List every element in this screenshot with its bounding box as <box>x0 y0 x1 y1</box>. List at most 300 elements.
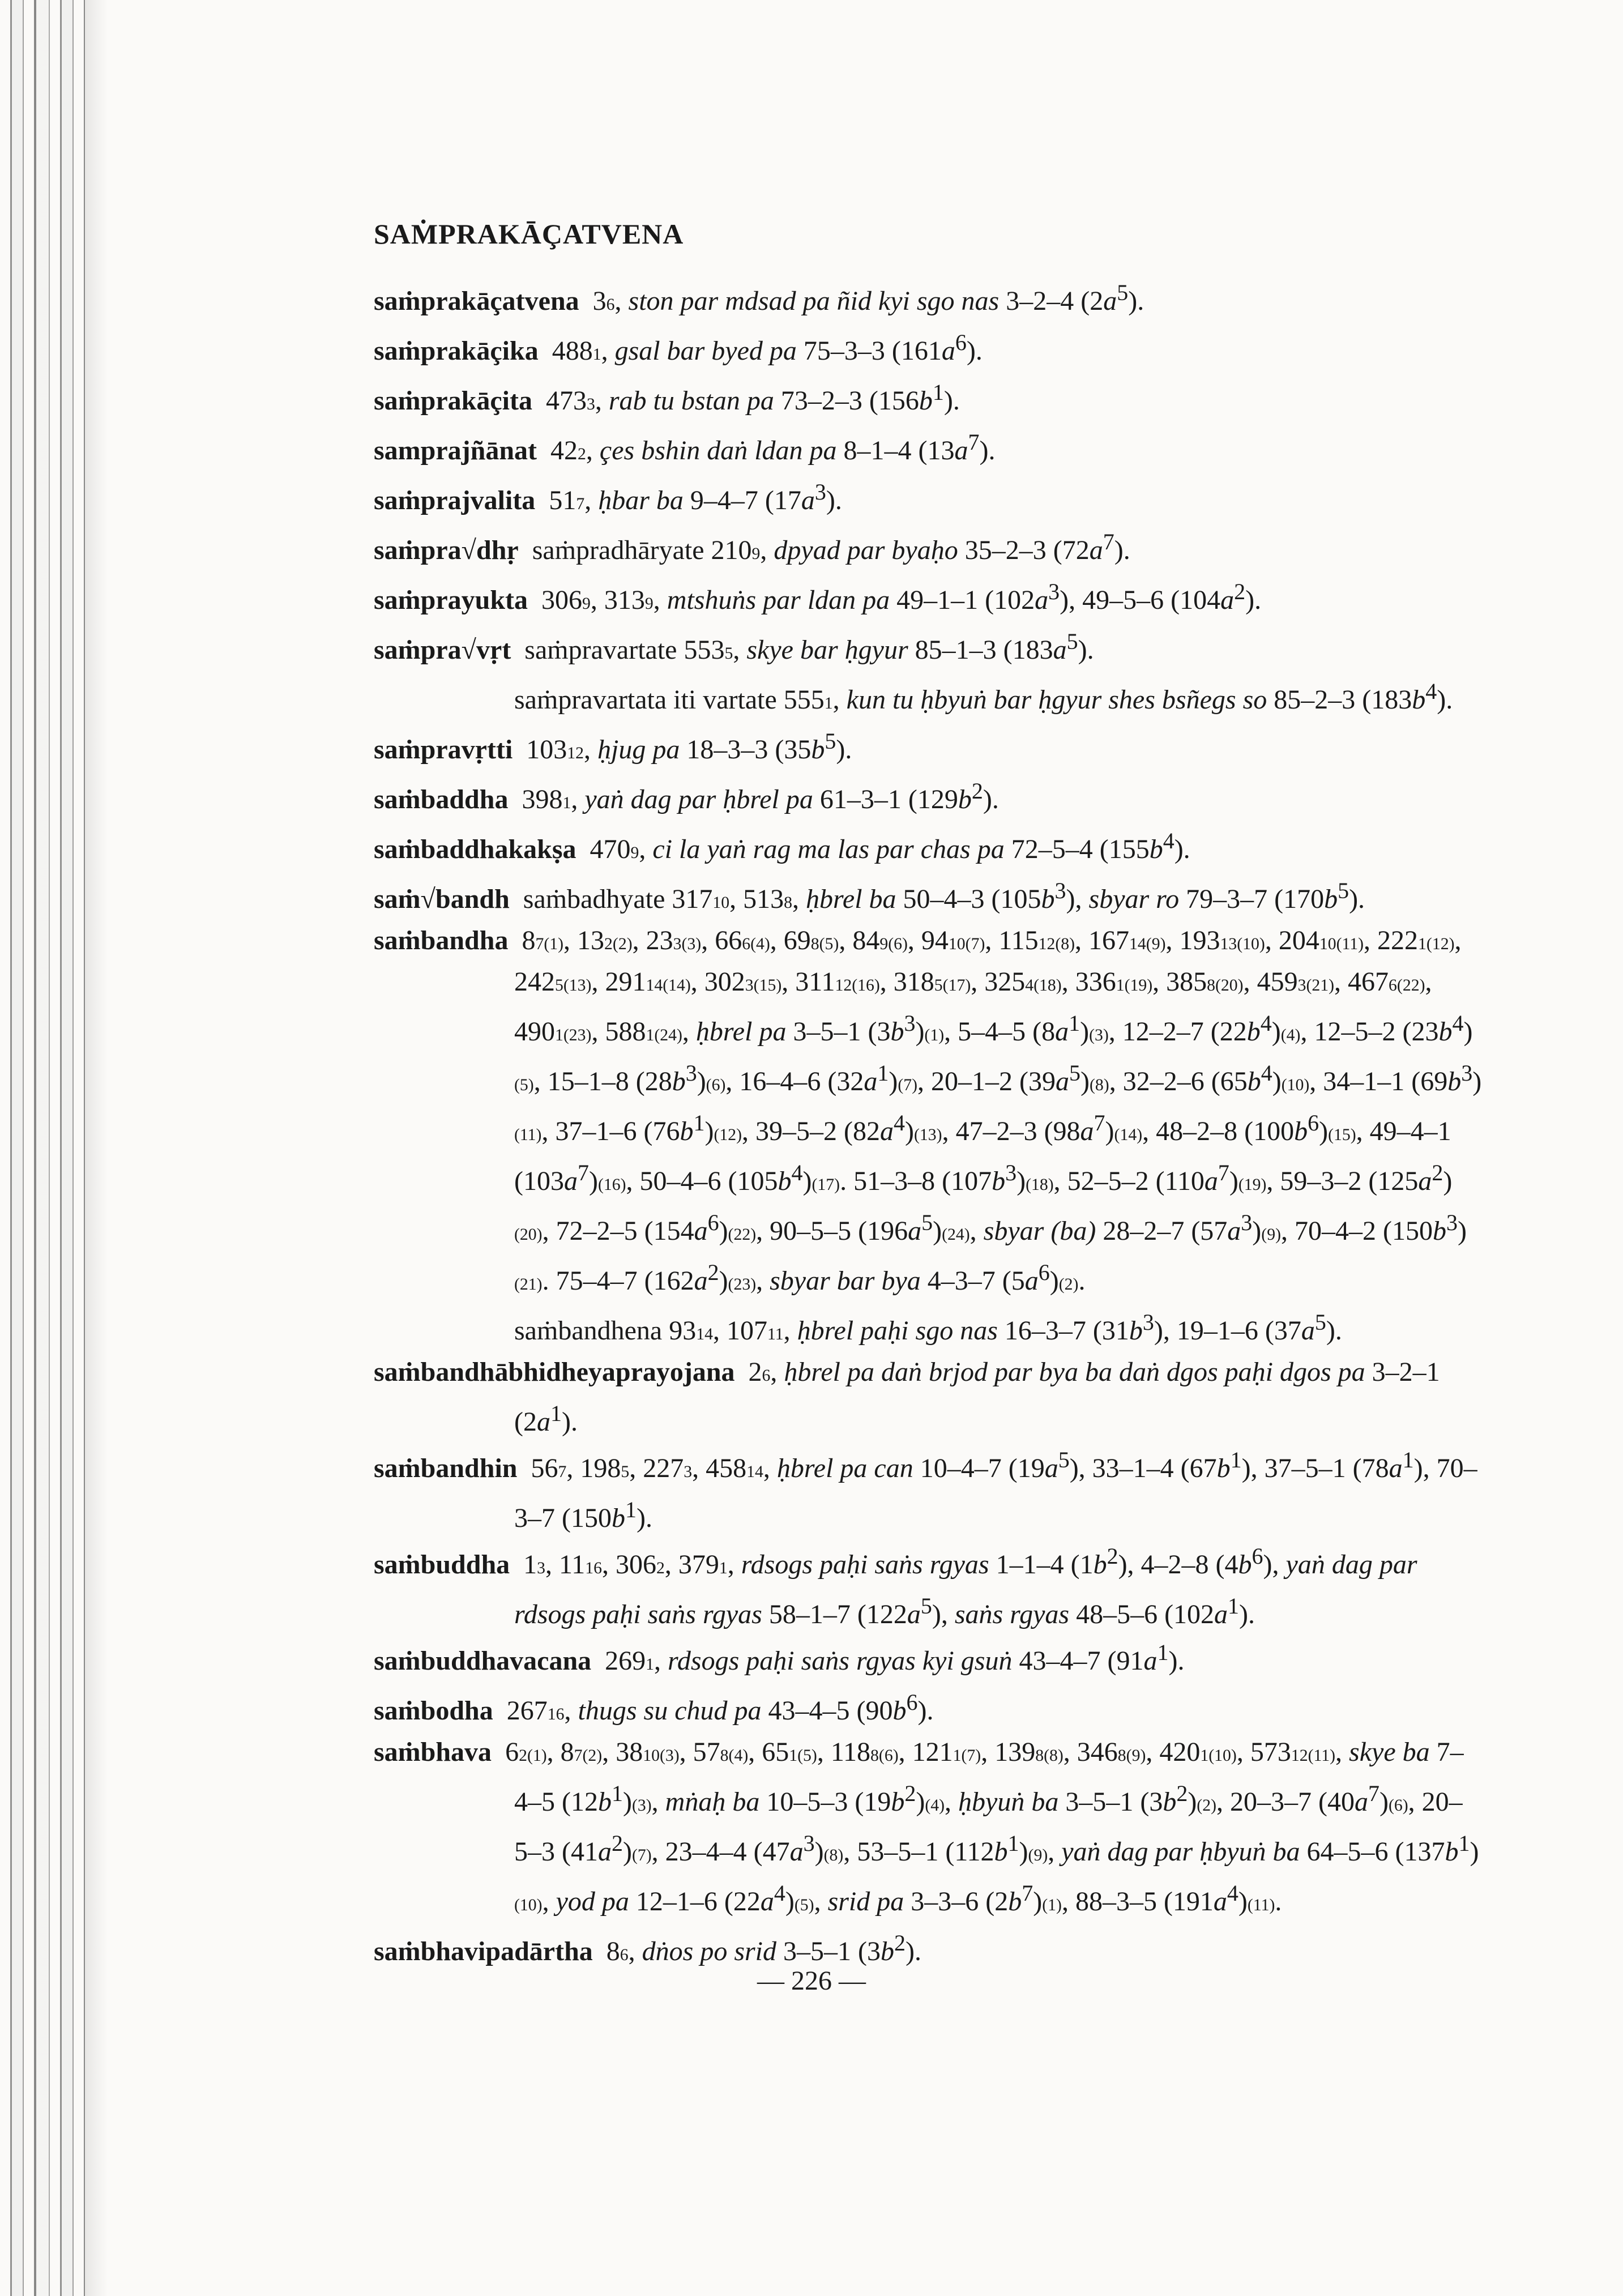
text-run: 3–2–4 (2 <box>999 286 1104 316</box>
text-run: 3–5–1 (3 <box>1058 1787 1163 1817</box>
text-run: , <box>756 1266 770 1296</box>
tibetan-equivalent: saṅs rgyas <box>954 1599 1070 1629</box>
line-superscript: 4 <box>1425 678 1437 704</box>
text-run: , 23–4–4 (47 <box>651 1837 790 1867</box>
text-run: 75–3–3 (161 <box>796 336 942 366</box>
text-run: 85–2–3 (183 <box>1267 685 1412 715</box>
line-superscript: 7 <box>1218 1160 1229 1185</box>
text-run: 269 <box>605 1646 646 1676</box>
tibetan-equivalent: a <box>864 1066 878 1096</box>
tibetan-equivalent: a <box>1143 1646 1158 1676</box>
line-reference: 1(12) <box>1418 934 1455 953</box>
tibetan-equivalent: ḥbrel pa daṅ brjod par bya ba daṅ dgos paḥi dgos pa <box>784 1357 1365 1387</box>
text-run: ). <box>1349 884 1365 914</box>
tibetan-equivalent: b <box>992 1166 1006 1196</box>
text-run: saṁbandhena 93 <box>514 1316 697 1346</box>
line-reference: 1(5) <box>789 1746 817 1765</box>
tibetan-equivalent: b <box>881 1936 894 1966</box>
line-reference: 2 <box>656 1559 665 1577</box>
entry-list <box>374 274 1484 1974</box>
text-run: 8–1–4 (13 <box>836 436 955 466</box>
text-run: , 72–2–5 (154 <box>542 1216 694 1246</box>
headword: saṁbaddha <box>374 784 509 814</box>
text-run: , <box>1048 1837 1062 1867</box>
line-reference: 6 <box>606 295 615 314</box>
text-run: ), 4–2–8 (4 <box>1118 1550 1238 1580</box>
line-reference: (15) <box>1328 1125 1356 1144</box>
headword: saṁprakāçika <box>374 336 539 366</box>
tibetan-equivalent: b <box>1129 1316 1143 1346</box>
line-superscript: 7 <box>577 1160 589 1185</box>
text-run: . <box>1275 1887 1282 1917</box>
dictionary-entry <box>374 373 1484 423</box>
line-reference: 3(15) <box>745 976 782 995</box>
line-superscript: 5 <box>1069 1060 1081 1086</box>
text-run: ) <box>785 1887 795 1917</box>
text-run: 61–3–1 (129 <box>813 784 958 814</box>
text-run: 10–5–3 (19 <box>759 1787 891 1817</box>
dictionary-entry <box>374 772 1484 822</box>
tibetan-equivalent: ḥbyuṅ ba <box>958 1787 1059 1817</box>
tibetan-equivalent: b <box>811 735 825 765</box>
text-run: 12–1–6 (22 <box>629 1887 761 1917</box>
text-run: 6 <box>505 1737 519 1767</box>
tibetan-equivalent: a <box>908 1216 922 1246</box>
text-run: , 167 <box>1075 925 1130 955</box>
line-reference: (8) <box>1090 1076 1109 1094</box>
line-reference: 12(11) <box>1291 1746 1336 1765</box>
text-run: , 346 <box>1063 1737 1118 1767</box>
text-run: , 94 <box>907 925 949 955</box>
text-run: , 66 <box>701 925 742 955</box>
line-reference: 12(16) <box>835 976 880 995</box>
text-run: ), 37–5–1 (78 <box>1241 1453 1389 1483</box>
text-run: , 57 <box>679 1737 720 1767</box>
line-superscript: 1 <box>1007 1830 1019 1856</box>
text-run: , 50–4–6 (105 <box>626 1166 778 1196</box>
text-run: saṁpradhāryate 210 <box>532 535 752 565</box>
line-superscript: 5 <box>1058 1447 1070 1473</box>
text-run: , <box>595 386 609 416</box>
line-superscript: 5 <box>1314 1309 1326 1335</box>
line-superscript: 7 <box>1103 529 1114 554</box>
text-run: 16–3–7 (31 <box>997 1316 1129 1346</box>
line-reference: 9 <box>644 594 654 613</box>
line-superscript: 3 <box>1048 579 1060 604</box>
text-run: 3–3–6 (2 <box>904 1887 1009 1917</box>
text-run: , <box>651 1787 665 1817</box>
text-run: , 12–5–2 (23 <box>1300 1017 1439 1047</box>
sub-entry <box>374 672 1484 722</box>
text-run: . 75–4–7 (162 <box>542 1266 694 1296</box>
line-superscript: 2 <box>611 1830 623 1856</box>
text-run: ) <box>719 1266 728 1296</box>
text-run: , 291 <box>591 967 646 997</box>
line-superscript: 2 <box>904 1781 916 1806</box>
text-run: saṁpravartata iti vartate 555 <box>514 685 825 715</box>
line-reference: 1 <box>719 1559 728 1577</box>
text-run: ). <box>1128 286 1144 316</box>
line-superscript: 6 <box>1308 1110 1319 1136</box>
tibetan-equivalent: a <box>941 336 955 366</box>
line-reference: 10 <box>712 893 730 912</box>
line-reference: 6(4) <box>742 934 770 953</box>
text-run: 10–4–7 (19 <box>913 1453 1045 1483</box>
tibetan-equivalent: b <box>1238 1550 1252 1580</box>
text-run: , 65 <box>748 1737 789 1767</box>
tibetan-equivalent: b <box>1008 1887 1022 1917</box>
tibetan-equivalent: a <box>597 1837 612 1867</box>
headword: saṁ√bandh <box>374 884 510 914</box>
line-reference: 1 <box>592 345 601 364</box>
line-superscript: 7 <box>1094 1110 1105 1136</box>
dictionary-entry <box>374 822 1484 872</box>
line-superscript: 1 <box>625 1497 637 1522</box>
tibetan-equivalent: a <box>1418 1166 1432 1196</box>
text-run: , 204 <box>1265 925 1319 955</box>
text-run: , <box>564 1696 578 1726</box>
text-run: ). <box>636 1503 652 1533</box>
text-run: , 313 <box>590 585 645 615</box>
line-reference: 5(13) <box>555 976 592 995</box>
tibetan-equivalent: mṅaḥ ba <box>665 1787 760 1817</box>
tibetan-equivalent: a <box>1103 286 1117 316</box>
text-run: ) <box>1457 1216 1467 1246</box>
text-run: , 47–2–3 (98 <box>942 1116 1080 1146</box>
text-run: , <box>792 884 806 914</box>
text-run: 2 <box>748 1357 762 1387</box>
line-reference: 8(6) <box>870 1746 899 1765</box>
text-run: , 16–4–6 (32 <box>725 1066 864 1096</box>
tibetan-equivalent: a <box>1213 1887 1227 1917</box>
text-run: 470 <box>590 834 631 864</box>
dictionary-entry <box>374 1633 1484 1683</box>
text-run: ) <box>1463 1017 1473 1047</box>
text-run: , 121 <box>898 1737 953 1767</box>
text-run: , <box>542 1887 556 1917</box>
text-run: ) <box>915 1017 925 1047</box>
text-run: ). <box>983 784 999 814</box>
text-run: , <box>814 1887 828 1917</box>
text-run: ) <box>1379 1787 1389 1817</box>
text-run: ) <box>1049 1266 1059 1296</box>
text-run: , 467 <box>1334 967 1389 997</box>
tibetan-equivalent: b <box>1163 1787 1177 1817</box>
dictionary-entry <box>374 1353 1484 1441</box>
tibetan-equivalent: ḥbrel pa <box>695 1017 787 1047</box>
text-run: , <box>760 535 774 565</box>
text-run: , 59–3–2 (125 <box>1266 1166 1419 1196</box>
line-superscript: 4 <box>1260 1010 1272 1036</box>
line-reference: 10(3) <box>643 1746 680 1765</box>
text-run: ) <box>1188 1787 1197 1817</box>
line-reference: 11 <box>767 1325 784 1343</box>
tibetan-equivalent: a <box>1044 1453 1058 1483</box>
tibetan-equivalent: srid pa <box>827 1887 904 1917</box>
tibetan-equivalent: a <box>1204 1166 1218 1196</box>
running-head: SAṀPRAKĀÇATVENA <box>374 218 684 250</box>
line-superscript: 5 <box>1117 280 1129 305</box>
line-reference: (23) <box>728 1275 757 1294</box>
dictionary-entry <box>374 323 1484 373</box>
line-reference: 5 <box>724 644 733 663</box>
text-run: ) <box>622 1837 632 1867</box>
tibetan-equivalent: b <box>1445 1837 1459 1867</box>
text-run: , 222 <box>1364 925 1419 955</box>
line-reference: (6) <box>1388 1796 1408 1815</box>
book-binding-edge <box>0 0 85 2296</box>
text-run: 43–4–5 (90 <box>761 1696 893 1726</box>
tibetan-equivalent: a <box>694 1266 708 1296</box>
text-run: , <box>763 1453 777 1483</box>
headword: saṁprakāçatvena <box>374 286 579 316</box>
tibetan-equivalent: yaṅ dag par rdsogs paḥi saṅs rgyas <box>514 1550 1417 1629</box>
text-run: , <box>584 485 599 515</box>
text-run: , <box>969 1216 984 1246</box>
text-run: 18–3–3 (35 <box>680 735 812 765</box>
line-reference: 8(5) <box>810 934 839 953</box>
text-run: , 420 <box>1146 1737 1201 1767</box>
line-superscript: 2 <box>1234 579 1246 604</box>
line-reference: 13(10) <box>1220 934 1265 953</box>
line-superscript: 3 <box>1142 1309 1154 1335</box>
text-run: ) <box>1105 1116 1114 1146</box>
text-run: ) <box>1019 1837 1028 1867</box>
text-run: 7–4–5 (12 <box>514 1737 1464 1817</box>
line-reference: 5(17) <box>934 976 971 995</box>
line-reference: (3) <box>1089 1026 1109 1044</box>
text-run: , 88–3–5 (191 <box>1061 1887 1214 1917</box>
line-reference: (5) <box>514 1076 534 1094</box>
line-reference: (19) <box>1238 1175 1267 1194</box>
text-run: . 51–3–8 (107 <box>840 1166 992 1196</box>
line-reference: 6 <box>762 1366 771 1385</box>
headword: saṁprajvalita <box>374 485 536 515</box>
line-reference: (1) <box>1042 1896 1062 1914</box>
text-run: , 379 <box>664 1550 719 1580</box>
tibetan-equivalent: a <box>1227 1216 1241 1246</box>
text-run: , 459 <box>1243 967 1298 997</box>
line-reference: 3(3) <box>673 934 702 953</box>
line-superscript: 3 <box>1241 1210 1253 1235</box>
tibetan-equivalent: b <box>680 1116 694 1146</box>
text-run: 8 <box>606 1936 620 1966</box>
line-superscript: 5 <box>825 728 836 754</box>
text-run: ). <box>561 1407 578 1437</box>
text-run: , <box>945 1787 959 1817</box>
line-superscript: 1 <box>1157 1640 1169 1665</box>
text-run: ) <box>1470 1837 1479 1867</box>
text-run: ) <box>697 1066 706 1096</box>
line-superscript: 6 <box>955 330 967 355</box>
line-reference: 1 <box>824 694 833 712</box>
line-reference: (9) <box>1261 1225 1281 1244</box>
text-run: 1 <box>523 1550 537 1580</box>
text-run: 3 <box>592 286 607 316</box>
line-superscript: 6 <box>707 1210 719 1235</box>
line-superscript: 3 <box>803 1830 815 1856</box>
text-run: ) <box>814 1837 824 1867</box>
tibetan-equivalent: b <box>611 1503 625 1533</box>
line-reference: 2(1) <box>519 1746 547 1765</box>
line-reference: 1(23) <box>555 1026 592 1044</box>
line-superscript: 1 <box>611 1781 623 1806</box>
text-run: ), 70–3–7 (150 <box>514 1453 1477 1533</box>
headword: saṁbaddhakakṣa <box>374 834 576 864</box>
line-reference: 1(7) <box>953 1746 981 1765</box>
text-run: ), 19–1–6 (37 <box>1154 1316 1301 1346</box>
tibetan-equivalent: b <box>891 1787 905 1817</box>
text-run: 79–3–7 (170 <box>1179 884 1325 914</box>
sub-entry <box>374 1303 1484 1353</box>
tibetan-equivalent: b <box>1324 884 1338 914</box>
tibetan-equivalent: rdsogs paḥi saṅs rgyas <box>741 1550 989 1580</box>
text-run: ). <box>1078 635 1094 665</box>
line-reference: 1 <box>646 1655 655 1674</box>
headword: samprajñānat <box>374 436 537 466</box>
tibetan-equivalent: a <box>907 1599 921 1629</box>
text-run: , 513 <box>729 884 784 914</box>
text-run: 398 <box>522 784 563 814</box>
text-run: ). <box>1326 1316 1342 1346</box>
tibetan-equivalent: rab tu bstan pa <box>608 386 774 416</box>
text-run: ). <box>1239 1599 1255 1629</box>
line-reference: (4) <box>925 1796 945 1815</box>
dictionary-entry <box>374 872 1484 921</box>
text-run: , 318 <box>879 967 934 997</box>
text-run: , 15–1–8 (28 <box>533 1066 672 1096</box>
tibetan-equivalent: yaṅ dag par ḥbrel pa <box>584 784 813 814</box>
tibetan-equivalent: b <box>1432 1216 1446 1246</box>
text-run: , <box>571 784 585 814</box>
line-superscript: 2 <box>707 1260 719 1285</box>
line-reference: 3 <box>586 395 595 413</box>
tibetan-equivalent: a <box>1056 1066 1070 1096</box>
text-run: ) <box>1080 1066 1090 1096</box>
tibetan-equivalent: dpyad par byaḥo <box>774 535 958 565</box>
text-run: ). <box>1174 834 1190 864</box>
headword: saṁbandha <box>374 925 509 955</box>
line-reference: 8(20) <box>1207 976 1244 995</box>
dictionary-page <box>374 215 1484 1974</box>
text-run: , 139 <box>981 1737 1036 1767</box>
line-superscript: 5 <box>921 1210 933 1235</box>
text-run: ). <box>1168 1646 1185 1676</box>
text-run: 51 <box>549 485 576 515</box>
text-run: , 107 <box>712 1316 767 1346</box>
line-reference: (16) <box>597 1175 626 1194</box>
text-run: , 336 <box>1061 967 1116 997</box>
tibetan-equivalent: b <box>1216 1453 1231 1483</box>
dictionary-entry <box>374 523 1484 573</box>
dictionary-entry <box>374 1733 1484 1924</box>
tibetan-equivalent: b <box>1149 834 1163 864</box>
tibetan-equivalent: ḥbrel paḥi sgo nas <box>797 1316 998 1346</box>
dictionary-entry <box>374 1537 1484 1633</box>
text-run: , 39–5–2 (82 <box>742 1116 880 1146</box>
text-run: , 198 <box>566 1453 621 1483</box>
line-superscript: 6 <box>1252 1543 1263 1569</box>
text-run: , 12–2–7 (22 <box>1108 1017 1247 1047</box>
text-run: , 52–5–2 (110 <box>1053 1166 1205 1196</box>
headword: saṁpravṛtti <box>374 735 513 765</box>
line-superscript: 6 <box>1038 1260 1050 1285</box>
text-run: ) <box>1252 1216 1262 1246</box>
line-superscript: 1 <box>1230 1447 1242 1473</box>
text-run: ) <box>916 1787 925 1817</box>
text-run: , 458 <box>692 1453 747 1483</box>
tibetan-equivalent: ḥbrel ba <box>806 884 896 914</box>
text-run: 4–3–7 (5 <box>920 1266 1025 1296</box>
tibetan-equivalent: a <box>536 1407 550 1437</box>
text-run: ) <box>704 1116 714 1146</box>
tibetan-equivalent: ḥbar ba <box>598 485 684 515</box>
tibetan-equivalent: b <box>778 1166 792 1196</box>
headword: saṁbandhābhidheyaprayojana <box>374 1357 735 1387</box>
tibetan-equivalent: a <box>760 1887 774 1917</box>
text-run: , 38 <box>602 1737 643 1767</box>
text-run: ). <box>966 336 983 366</box>
dictionary-entry <box>374 274 1484 323</box>
text-run: , 49–4–1 (103 <box>514 1116 1451 1196</box>
line-superscript: 4 <box>1452 1010 1464 1036</box>
tibetan-equivalent: kun tu ḥbyuṅ bar ḥgyur shes bsñegs so <box>846 685 1267 715</box>
dictionary-entry <box>374 921 1484 1303</box>
text-run: , 490 <box>514 967 1432 1047</box>
text-run: , 20–1–2 (39 <box>917 1066 1056 1096</box>
text-run: ), 49–5–6 (104 <box>1060 585 1221 615</box>
line-superscript: 1 <box>877 1060 889 1086</box>
text-run: ) <box>622 1787 632 1817</box>
line-superscript: 2 <box>1432 1160 1443 1185</box>
tibetan-equivalent: a <box>1024 1266 1039 1296</box>
line-reference: 9(6) <box>879 934 908 953</box>
text-run: , 573 <box>1236 1737 1291 1767</box>
text-run: 48–5–6 (102 <box>1069 1599 1215 1629</box>
tibetan-equivalent: a <box>1080 1116 1094 1146</box>
tibetan-equivalent: rdsogs paḥi saṅs rgyas kyi gsuṅ <box>668 1646 1013 1676</box>
line-reference: (2) <box>1058 1275 1079 1294</box>
line-reference: (5) <box>794 1896 814 1914</box>
tibetan-equivalent: sbyar ro <box>1088 884 1180 914</box>
text-run: ). <box>1437 685 1453 715</box>
line-superscript: 2 <box>1176 1781 1188 1806</box>
text-run: , 70–4–2 (150 <box>1280 1216 1433 1246</box>
line-superscript: 3 <box>1446 1210 1458 1235</box>
line-reference: (20) <box>514 1225 543 1244</box>
text-run: saṁpravartate 553 <box>524 635 725 665</box>
line-superscript: 3 <box>1461 1060 1473 1086</box>
headword: saṁbodha <box>374 1696 493 1726</box>
line-reference: 1(24) <box>646 1026 682 1044</box>
tibetan-equivalent: a <box>563 1166 578 1196</box>
tibetan-equivalent: b <box>672 1066 686 1096</box>
line-superscript: 3 <box>1054 878 1066 903</box>
tibetan-equivalent: b <box>994 1837 1008 1867</box>
line-reference: 10(11) <box>1319 934 1364 953</box>
text-run: , 69 <box>770 925 811 955</box>
text-run: , 32–2–6 (65 <box>1109 1066 1248 1096</box>
text-run: ). <box>979 436 996 466</box>
text-run: 64–5–6 (137 <box>1300 1837 1445 1867</box>
line-reference: 7 <box>558 1462 567 1481</box>
text-run: , <box>682 1017 696 1047</box>
text-run: 9–4–7 (17 <box>683 485 801 515</box>
text-run: ) <box>889 1066 898 1096</box>
text-run: , <box>653 585 667 615</box>
tibetan-equivalent: b <box>1438 1017 1453 1047</box>
text-run: ). <box>1245 585 1262 615</box>
